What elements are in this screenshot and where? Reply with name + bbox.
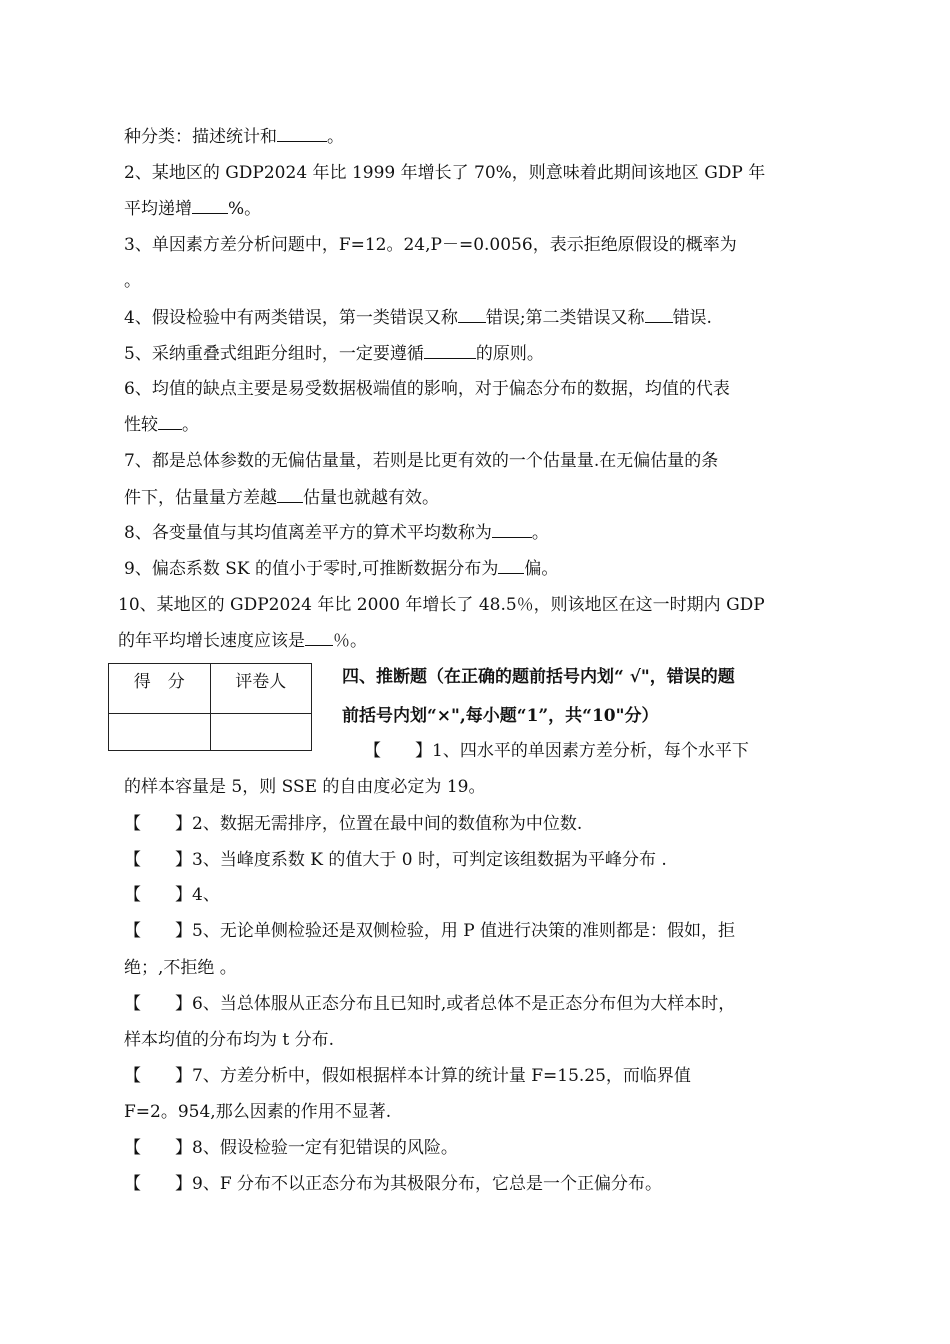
judge-question-1-cont: 的样本容量是 5，则 SSE 的自由度必定为 19。	[124, 777, 486, 797]
section-title-cont: 前括号内划“×",每小题“1”，共“10"分）	[342, 706, 659, 726]
fill-question-3: 3、单因素方差分析问题中，F=12。24,P－=0.0056，表示拒绝原假设的概率为	[124, 235, 737, 255]
judge-question-6-cont: 样本均值的分布均为 t 分布.	[124, 1030, 335, 1050]
section-title: 四、推断题（在正确的题前括号内划“ √"，错误的题	[342, 667, 735, 687]
answer-blank	[192, 198, 228, 214]
fill-question-1-end: 种分类：描述统计和 。	[124, 127, 344, 147]
fill-question-10-cont: 的年平均增长速度应该是 ％。	[118, 631, 367, 651]
score-cell	[109, 714, 211, 751]
answer-blank	[277, 487, 303, 503]
judge-question-4: 【 】4、	[124, 885, 220, 905]
answer-blank	[277, 126, 327, 142]
judge-question-9: 【 】9、F 分布不以正态分布为其极限分布，它总是一个正偏分布。	[124, 1174, 663, 1194]
answer-blank	[305, 630, 333, 646]
judge-question-5: 【 】5、无论单侧检验还是双侧检验，用 P 值进行决策的准则都是：假如，拒	[124, 921, 736, 941]
judge-question-8: 【 】8、假设检验一定有犯错误的风险。	[124, 1138, 458, 1158]
answer-blank	[424, 343, 476, 359]
fill-question-2: 2、某地区的 GDP2024 年比 1999 年增长了 70%，则意味着此期间该地区 GDP 年	[124, 163, 766, 183]
fill-question-2-cont: 平均递增 %。	[124, 199, 262, 219]
fill-question-9: 9、偏态系数 SK 的值小于零时,可推断数据分布为 偏。	[124, 559, 559, 579]
judge-question-7: 【 】7、方差分析中，假如根据样本计算的统计量 F=15.25，而临界值	[124, 1066, 691, 1086]
fill-question-3-cont: 。	[124, 271, 141, 291]
answer-blank	[492, 522, 532, 538]
fill-question-8: 8、各变量值与其均值离差平方的算术平均数称为 。	[124, 523, 549, 543]
score-header: 得 分	[109, 664, 211, 714]
fill-question-7: 7、都是总体参数的无偏估量量，若则是比更有效的一个估量量.在无偏估量的条	[124, 451, 719, 471]
answer-blank	[158, 414, 182, 430]
fill-question-7-cont: 件下，估量量方差越 估量也就越有效。	[124, 488, 439, 508]
judge-question-6: 【 】6、当总体服从正态分布且已知时,或者总体不是正态分布但为大样本时，	[124, 994, 736, 1014]
judge-question-5-cont: 绝；,不拒绝 。	[124, 958, 237, 978]
grader-cell	[210, 714, 312, 751]
fill-question-6: 6、均值的缺点主要是易受数据极端值的影响，对于偏态分布的数据，均值的代表	[124, 379, 730, 399]
score-table	[108, 663, 312, 751]
fill-question-5: 5、采纳重叠式组距分组时，一定要遵循 的原则。	[124, 344, 544, 364]
grader-header: 评卷人	[210, 664, 312, 714]
answer-blank	[458, 307, 486, 323]
fill-question-4: 4、假设检验中有两类错误，第一类错误又称 错误;第二类错误又称 错误.	[124, 308, 712, 328]
fill-question-6-cont: 性较 。	[124, 415, 199, 435]
answer-blank	[645, 307, 673, 323]
judge-question-2: 【 】2、数据无需排序，位置在最中间的数值称为中位数.	[124, 814, 583, 834]
judge-question-1: 【 】1、四水平的单因素方差分析，每个水平下	[364, 741, 749, 761]
fill-question-10: 10、某地区的 GDP2024 年比 2000 年增长了 48.5％，则该地区在这一时期内 GDP	[118, 595, 765, 615]
judge-question-3: 【 】3、当峰度系数 K 的值大于 0 时，可判定该组数据为平峰分布 .	[124, 850, 667, 870]
answer-blank	[498, 558, 524, 574]
judge-question-7-cont: F=2。954,那么因素的作用不显著.	[124, 1102, 392, 1122]
